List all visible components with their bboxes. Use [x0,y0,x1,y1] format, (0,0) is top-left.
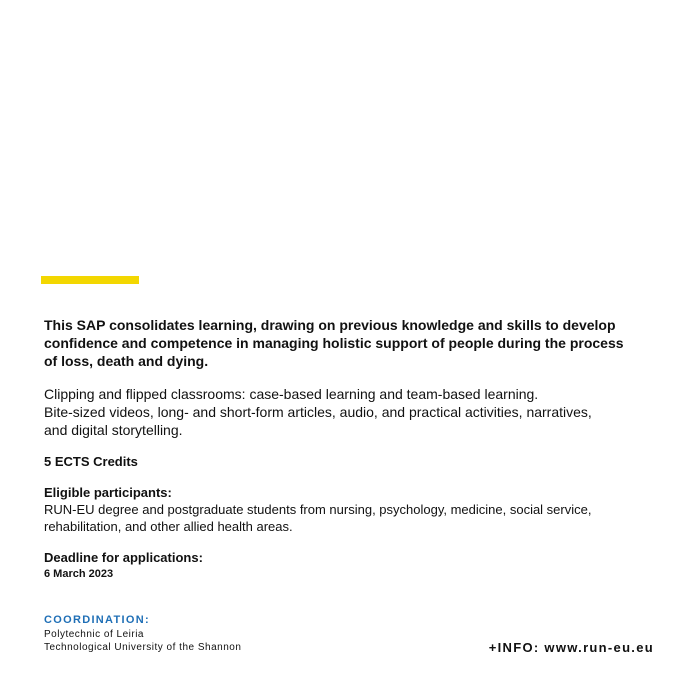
methods-paragraph [44,385,664,439]
lead-line: confidence and competence in managing holistic support of people during the process [44,335,624,351]
eligible-line: RUN-EU degree and postgraduate students from nursing, psychology, medicine, social service, [44,502,592,517]
eligible-label: Eligible participants: [44,485,172,500]
deadline-label: Deadline for applications: [44,550,203,565]
main-content [44,316,664,580]
coordination-line: Polytechnic of Leiria [44,629,144,640]
coordination-line: Technological University of the Shannon [44,642,242,653]
accent-bar [41,276,139,284]
eligible-text [44,501,664,535]
deadline-date: 6 March 2023 [44,568,114,580]
coordination-block [44,614,241,654]
coordination-title: COORDINATION: [44,614,150,626]
methods-line: and digital storytelling. [44,422,183,438]
lead-line: of loss, death and dying. [44,353,209,369]
ects-credits: 5 ECTS Credits [44,454,138,469]
eligible-line: rehabilitation, and other allied health areas. [44,519,293,534]
methods-line: Clipping and flipped classrooms: case-based learning and team-based learning. [44,386,539,402]
methods-line: Bite-sized videos, long- and short-form articles, audio, and practical activities, narratives, [44,404,592,420]
lead-paragraph [44,316,664,370]
lead-line: This SAP consolidates learning, drawing on previous knowledge and skills to develop [44,317,616,333]
info-link[interactable]: +INFO: www.run-eu.eu [488,640,654,655]
